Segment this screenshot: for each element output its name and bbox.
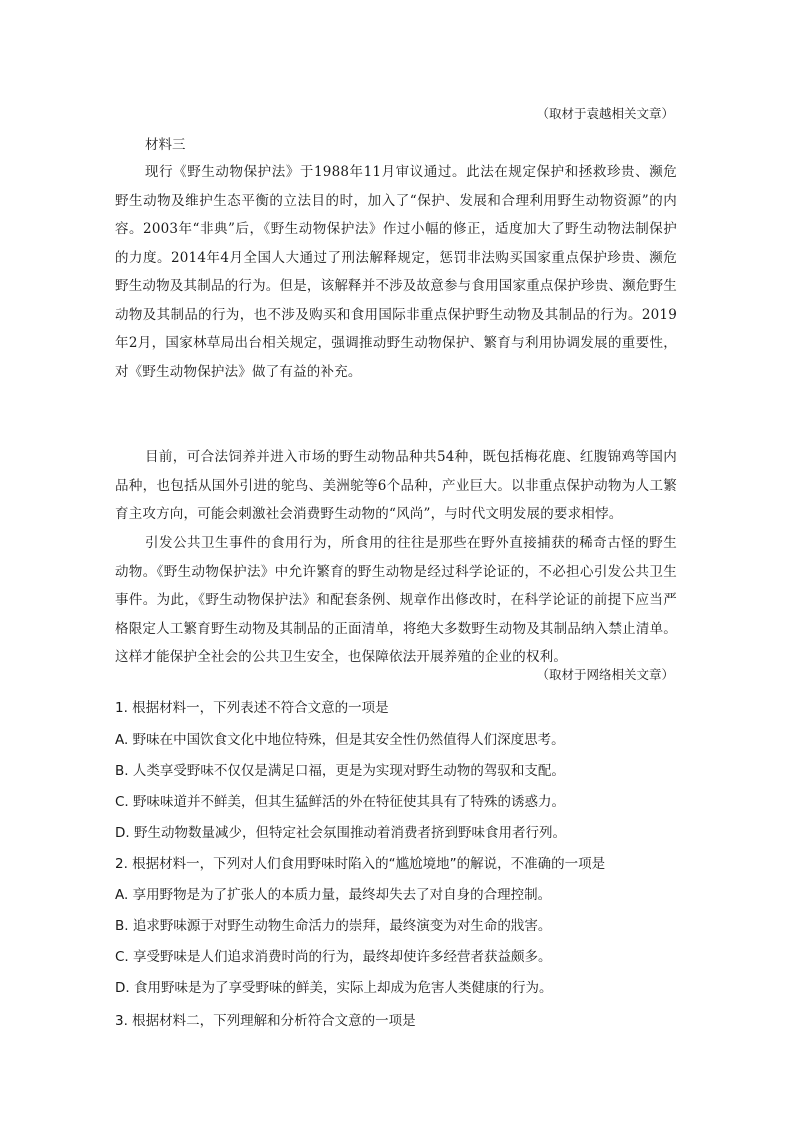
option-c: C. 享受野味是人们追求消费时尚的行为，最终却使许多经营者获益颇多。 (115, 949, 552, 965)
option-a: A. 野味在中国饮食文化中地位特殊，但是其安全性仍然值得人们深度思考。 (115, 732, 565, 748)
option-c: C. 野味味道并不鲜美，但其生猛鲜活的外在特征使其具有了特殊的诱惑力。 (115, 794, 566, 810)
question-stem: 1. 根据材料一，下列表述不符合文意的一项是 (115, 700, 389, 716)
source-citation-top: （取材于袁越相关文章） (536, 106, 674, 121)
option-d: D. 野生动物数量减少，但特定社会氛围推动着消费者挤到野味食用者行列。 (115, 825, 566, 841)
option-a: A. 享用野物是为了扩张人的本质力量，最终却失去了对自身的合理控制。 (115, 887, 552, 903)
material-title: 材料三 (145, 137, 186, 153)
paragraph-law-history: 现行《野生动物保护法》于1988年11月审议通过。此法在规定保护和拯救珍贵、濒危野生动物及维护生态平衡的立法目的时，加入了“保护、发展和合理利用野生动物资源”的内容。2003年“非典”后，《野生动物保护法》作过小幅的修正，适度加大了野生动物法制保护的力度。2014年4月全国人大通过了刑法解释规定，惩罚非法购买国家重点保护珍贵、濒危野生动物及其制品的行为。但是，该解释并不涉及故意参与食用国家重点保护珍贵、濒危野生动物及其制品的行为，也不涉及购买和食用国际非重点保护野生动物及其制品的行为。2019年2月，国家林草局出台相关规定，强调推动野生动物保护、繁育与利用协调发展的重要性，对《野生动物保护法》做了有益的补充。 (115, 164, 677, 380)
option-d: D. 食用野味是为了享受野味的鲜美，实际上却成为危害人类健康的行为。 (115, 980, 553, 996)
question-stem: 3. 根据材料二，下列理解和分析符合文意的一项是 (115, 1013, 416, 1029)
source-citation-bottom: （取材于网络相关文章） (536, 667, 674, 682)
paragraph-public-health: 引发公共卫生事件的食用行为，所食用的往往是那些在野外直接捕获的稀奇古怪的野生动物。《野生动物保护法》中允许繁育的野生动物是经过科学论证的，不必担心引发公共卫生事件。为此，《野生动物保护法》和配套条例、规章作出修改时，在科学论证的前提下应当严格限定人工繁育野生动物及其制品的正面清单，将绝大多数野生动物及其制品纳入禁止清单。这样才能保护全社会的公共卫生安全，也保障依法开展养殖的企业的权利。 (115, 535, 677, 665)
option-b: B. 人类享受野味不仅仅是满足口福，更是为实现对野生动物的驾驭和支配。 (115, 763, 565, 779)
option-b: B. 追求野味源于对野生动物生命活力的崇拜，最终演变为对生命的戕害。 (115, 918, 552, 934)
paragraph-market-species: 目前，可合法饲养并进入市场的野生动物品种共54种，既包括梅花鹿、红腹锦鸡等国内品种，也包括从国外引进的鸵鸟、美洲鸵等6个品种，产业巨大。以非重点保护动物为人工繁育主攻方向，可能会刺激社会消费野生动物的“风尚”，与时代文明发展的要求相悖。 (115, 449, 677, 522)
question-stem: 2. 根据材料一，下列对人们食用野味时陷入的“尴尬境地”的解说，不准确的一项是 (115, 856, 606, 872)
